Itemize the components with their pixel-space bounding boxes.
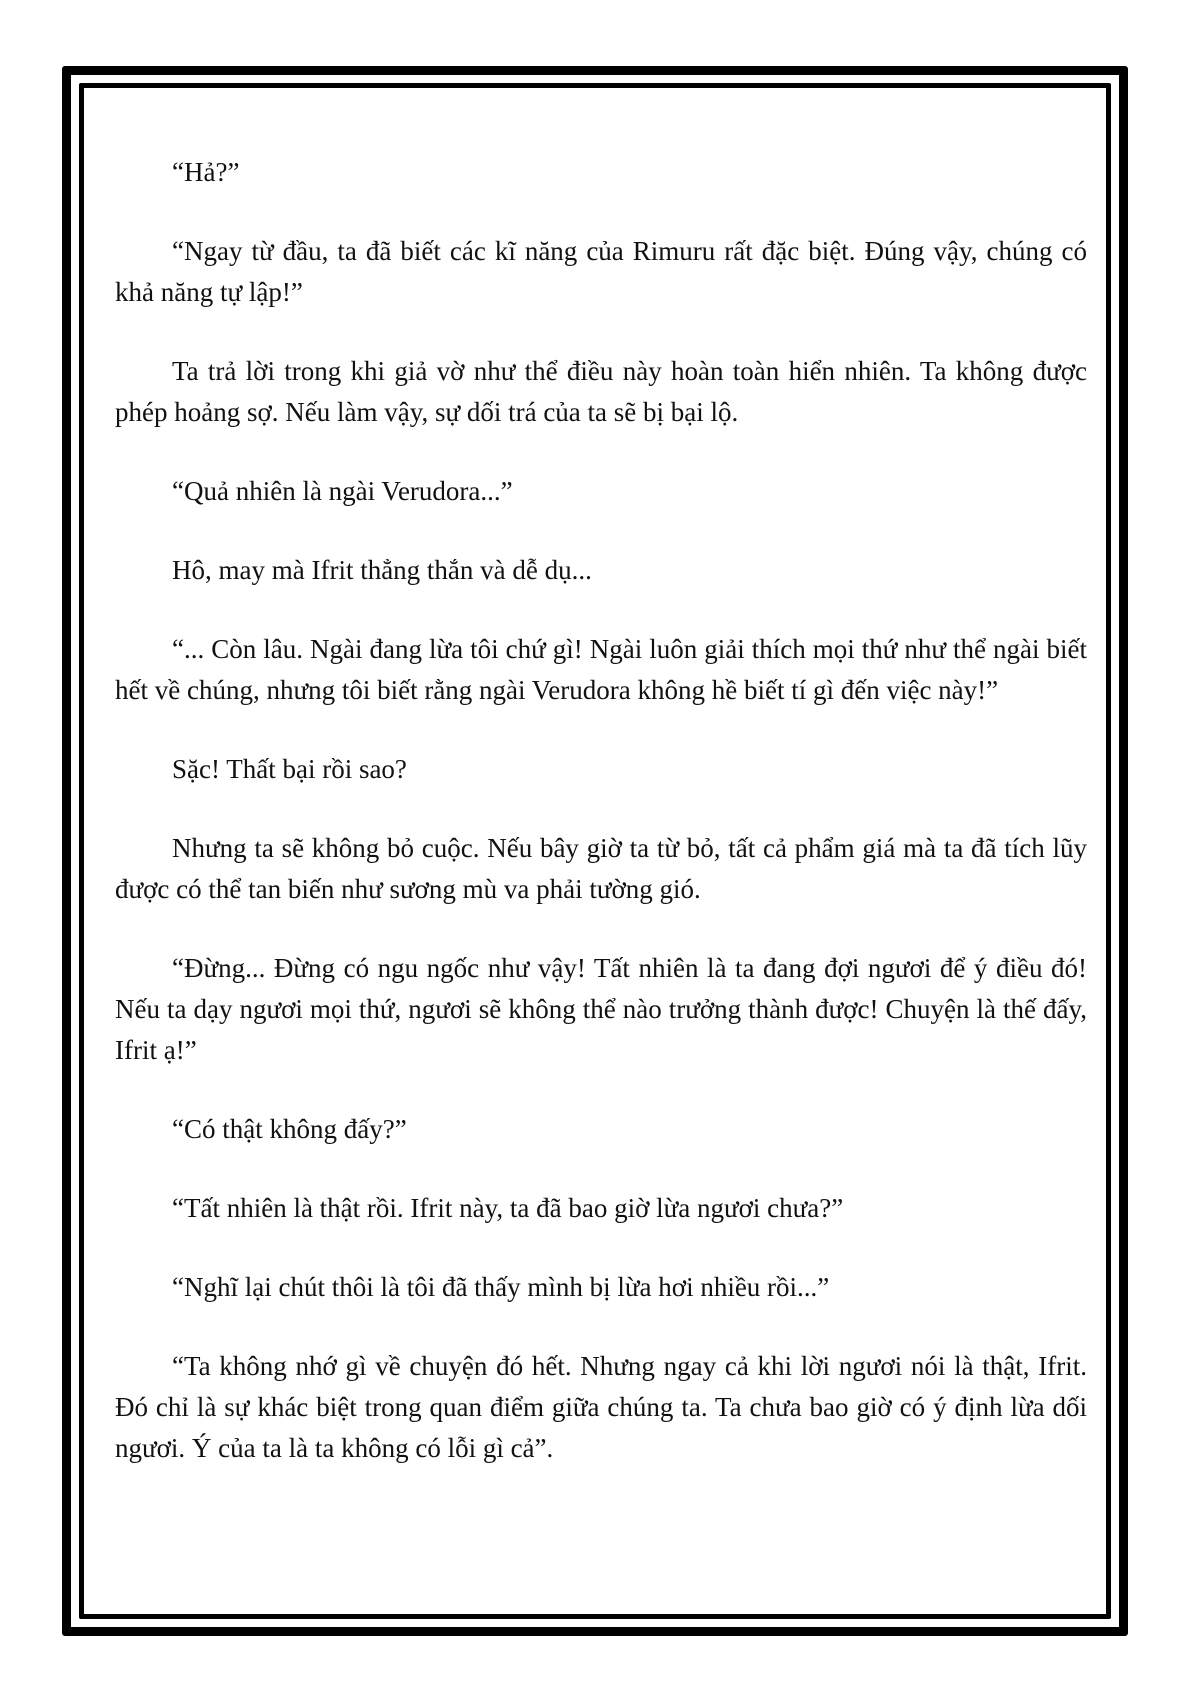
paragraph: Hô, may mà Ifrit thẳng thắn và dễ dụ...	[172, 555, 592, 585]
paragraph: “Đừng... Đừng có ngu ngốc như vậy! Tất nhiên là ta đang đợi ngươi để ý điều đó! Nếu ta dạy ngươi mọi thứ, ngươi sẽ không thể nào trưởng thành được! Chuyện là thế đấy, Ifrit ạ!”	[115, 953, 1087, 1065]
page-text	[115, 152, 1087, 1507]
paragraph: “Có thật không đấy?”	[172, 1114, 407, 1144]
paragraph: “Nghĩ lại chút thôi là tôi đã thấy mình bị lừa hơi nhiều rồi...”	[172, 1272, 830, 1302]
paragraph: Ta trả lời trong khi giả vờ như thể điều này hoàn toàn hiển nhiên. Ta không được phép hoảng sợ. Nếu làm vậy, sự dối trá của ta sẽ bị bại lộ.	[115, 356, 1087, 427]
paragraph: Sặc! Thất bại rồi sao?	[172, 754, 407, 784]
paragraph: “... Còn lâu. Ngài đang lừa tôi chứ gì! Ngài luôn giải thích mọi thứ như thể ngài biết hết về chúng, nhưng tôi biết rằng ngài Verudora không hề biết tí gì đến việc này!”	[115, 634, 1087, 705]
paragraph: “Ta không nhớ gì về chuyện đó hết. Nhưng ngay cả khi lời ngươi nói là thật, Ifrit. Đó chỉ là sự khác biệt trong quan điểm giữa chúng ta. Ta chưa bao giờ có ý định lừa dối ngươi. Ý của ta là ta không có lỗi gì cả”.	[115, 1351, 1087, 1463]
paragraph: “Hả?”	[172, 157, 240, 187]
paragraph: “Tất nhiên là thật rồi. Ifrit này, ta đã bao giờ lừa ngươi chưa?”	[172, 1193, 844, 1223]
paragraph: “Quả nhiên là ngài Verudora...”	[172, 476, 513, 506]
paragraph: “Ngay từ đầu, ta đã biết các kĩ năng của Rimuru rất đặc biệt. Đúng vậy, chúng có khả năng tự lập!”	[115, 236, 1087, 307]
paragraph: Nhưng ta sẽ không bỏ cuộc. Nếu bây giờ ta từ bỏ, tất cả phẩm giá mà ta đã tích lũy được có thể tan biến như sương mù va phải tường gió.	[115, 833, 1087, 904]
